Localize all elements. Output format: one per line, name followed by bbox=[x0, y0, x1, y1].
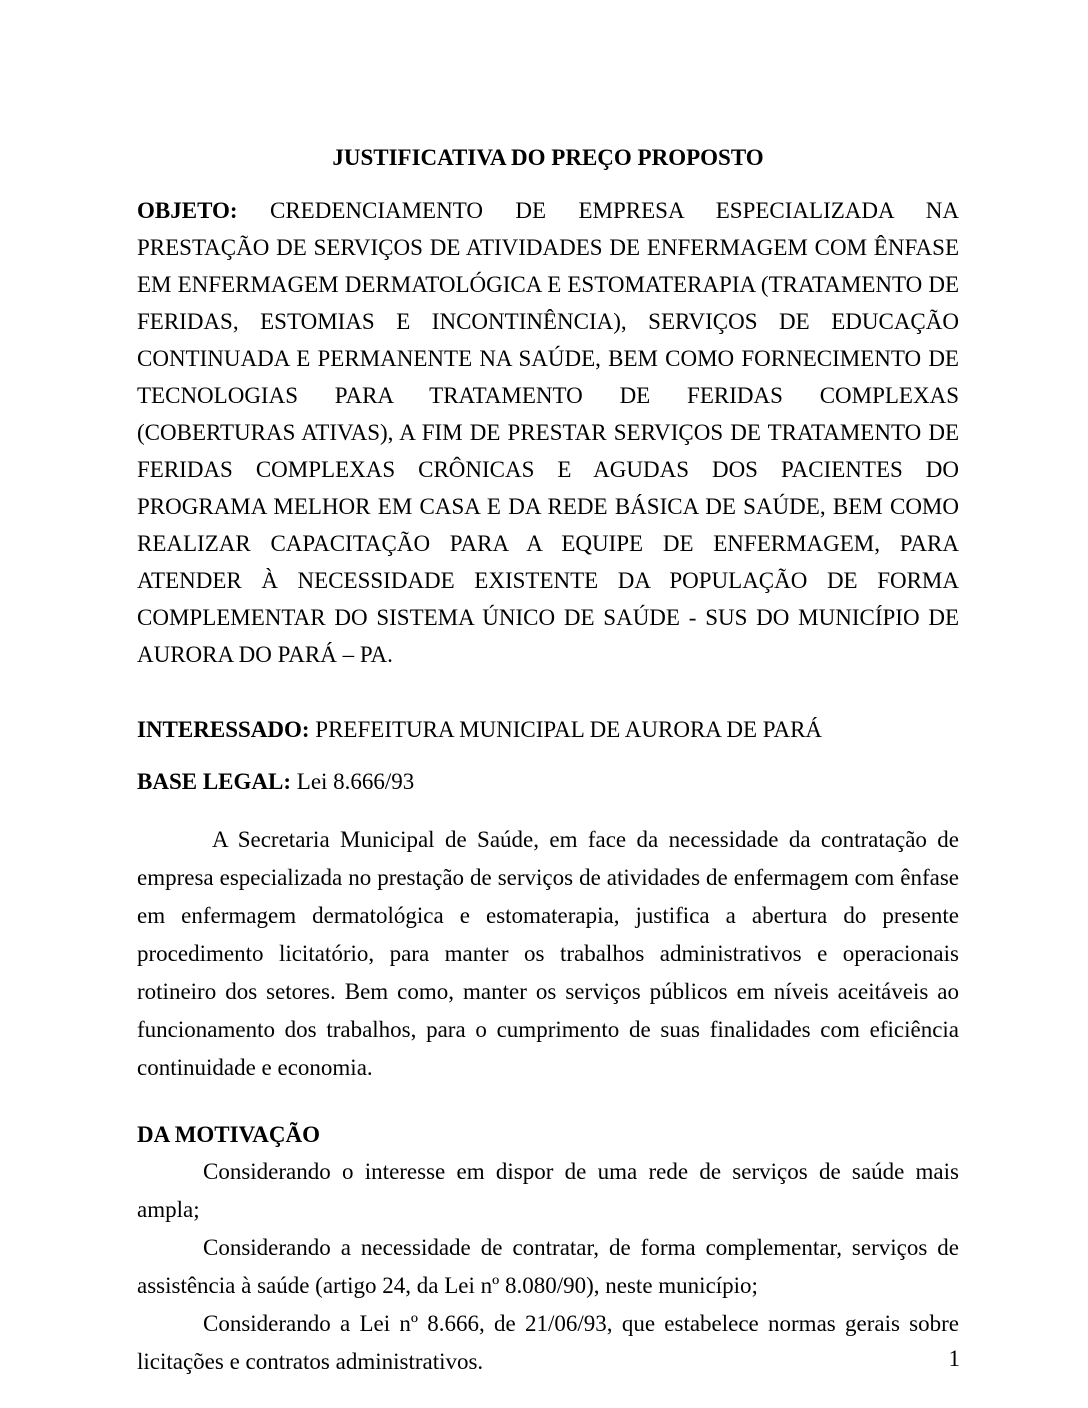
document-content bbox=[137, 139, 959, 1381]
interessado-text: PREFEITURA MUNICIPAL DE AURORA DE PARÁ bbox=[315, 717, 823, 742]
considerando-item-1: Considerando o interesse em dispor de uma rede de serviços de saúde mais ampla; bbox=[137, 1159, 959, 1222]
document-title: JUSTIFICATIVA DO PREÇO PROPOSTO bbox=[332, 145, 764, 170]
considerando-item-3: Considerando a Lei nº 8.666, de 21/06/93, que estabelece normas gerais sobre licitações e contratos administrativos. bbox=[137, 1311, 959, 1374]
objeto-text: CREDENCIAMENTO DE EMPRESA ESPECIALIZADA NA PRESTAÇÃO DE SERVIÇOS DE ATIVIDADES DE ENFERMAGEM COM ÊNFASE EM ENFERMAGEM DERMATOLÓGICA E ESTOMATERAPIA (TRATAMENTO DE FERIDAS, ESTOMIAS E INCONTINÊNCIA), SERVIÇOS DE EDUCAÇÃO CONTINUADA E PERMANENTE NA SAÚDE, BEM COMO FORNECIMENTO DE TECNOLOGIAS PARA TRATAMENTO DE FERIDAS COMPLEXAS (COBERTURAS ATIVAS), A FIM DE PRESTAR SERVIÇOS DE TRATAMENTO DE FERIDAS COMPLEXAS CRÔNICAS E AGUDAS DOS PACIENTES DO PROGRAMA MELHOR EM CASA E DA REDE BÁSICA DE SAÚDE, BEM COMO REALIZAR CAPACITAÇÃO PARA A EQUIPE DE ENFERMAGEM, PARA ATENDER À NECESSIDADE EXISTENTE DA POPULAÇÃO DE FORMA COMPLEMENTAR DO SISTEMA ÚNICO DE SAÚDE - SUS DO MUNICÍPIO DE AURORA DO PARÁ – PA. bbox=[137, 198, 959, 667]
objeto-paragraph bbox=[137, 192, 959, 673]
interessado-label: INTERESSADO: bbox=[137, 717, 310, 742]
justification-paragraph: A Secretaria Municipal de Saúde, em face da necessidade da contratação de empresa especializada no prestação de serviços de atividades de enfermagem com ênfase em enfermagem dermatológica e estomaterapia, justifica a abertura do presente procedimento licitatório, para manter os trabalhos administrativos e operacionais rotineiro dos setores. Bem como, manter os serviços públicos em níveis aceitáveis ao funcionamento dos trabalhos, para o cumprimento de suas finalidades com eficiência continuidade e economia. bbox=[137, 827, 959, 1080]
objeto-label: OBJETO: bbox=[137, 198, 238, 223]
page-number: 1 bbox=[948, 1346, 960, 1371]
interessado-paragraph bbox=[137, 711, 959, 748]
base-legal-text: Lei 8.666/93 bbox=[296, 769, 415, 794]
considerando-item-2: Considerando a necessidade de contratar, de forma complementar, serviços de assistência à saúde (artigo 24, da Lei nº 8.080/90), neste município; bbox=[137, 1235, 959, 1298]
motivacao-heading: DA MOTIVAÇÃO bbox=[137, 1122, 320, 1147]
base-legal-paragraph bbox=[137, 763, 959, 800]
base-legal-label: BASE LEGAL: bbox=[137, 769, 292, 794]
